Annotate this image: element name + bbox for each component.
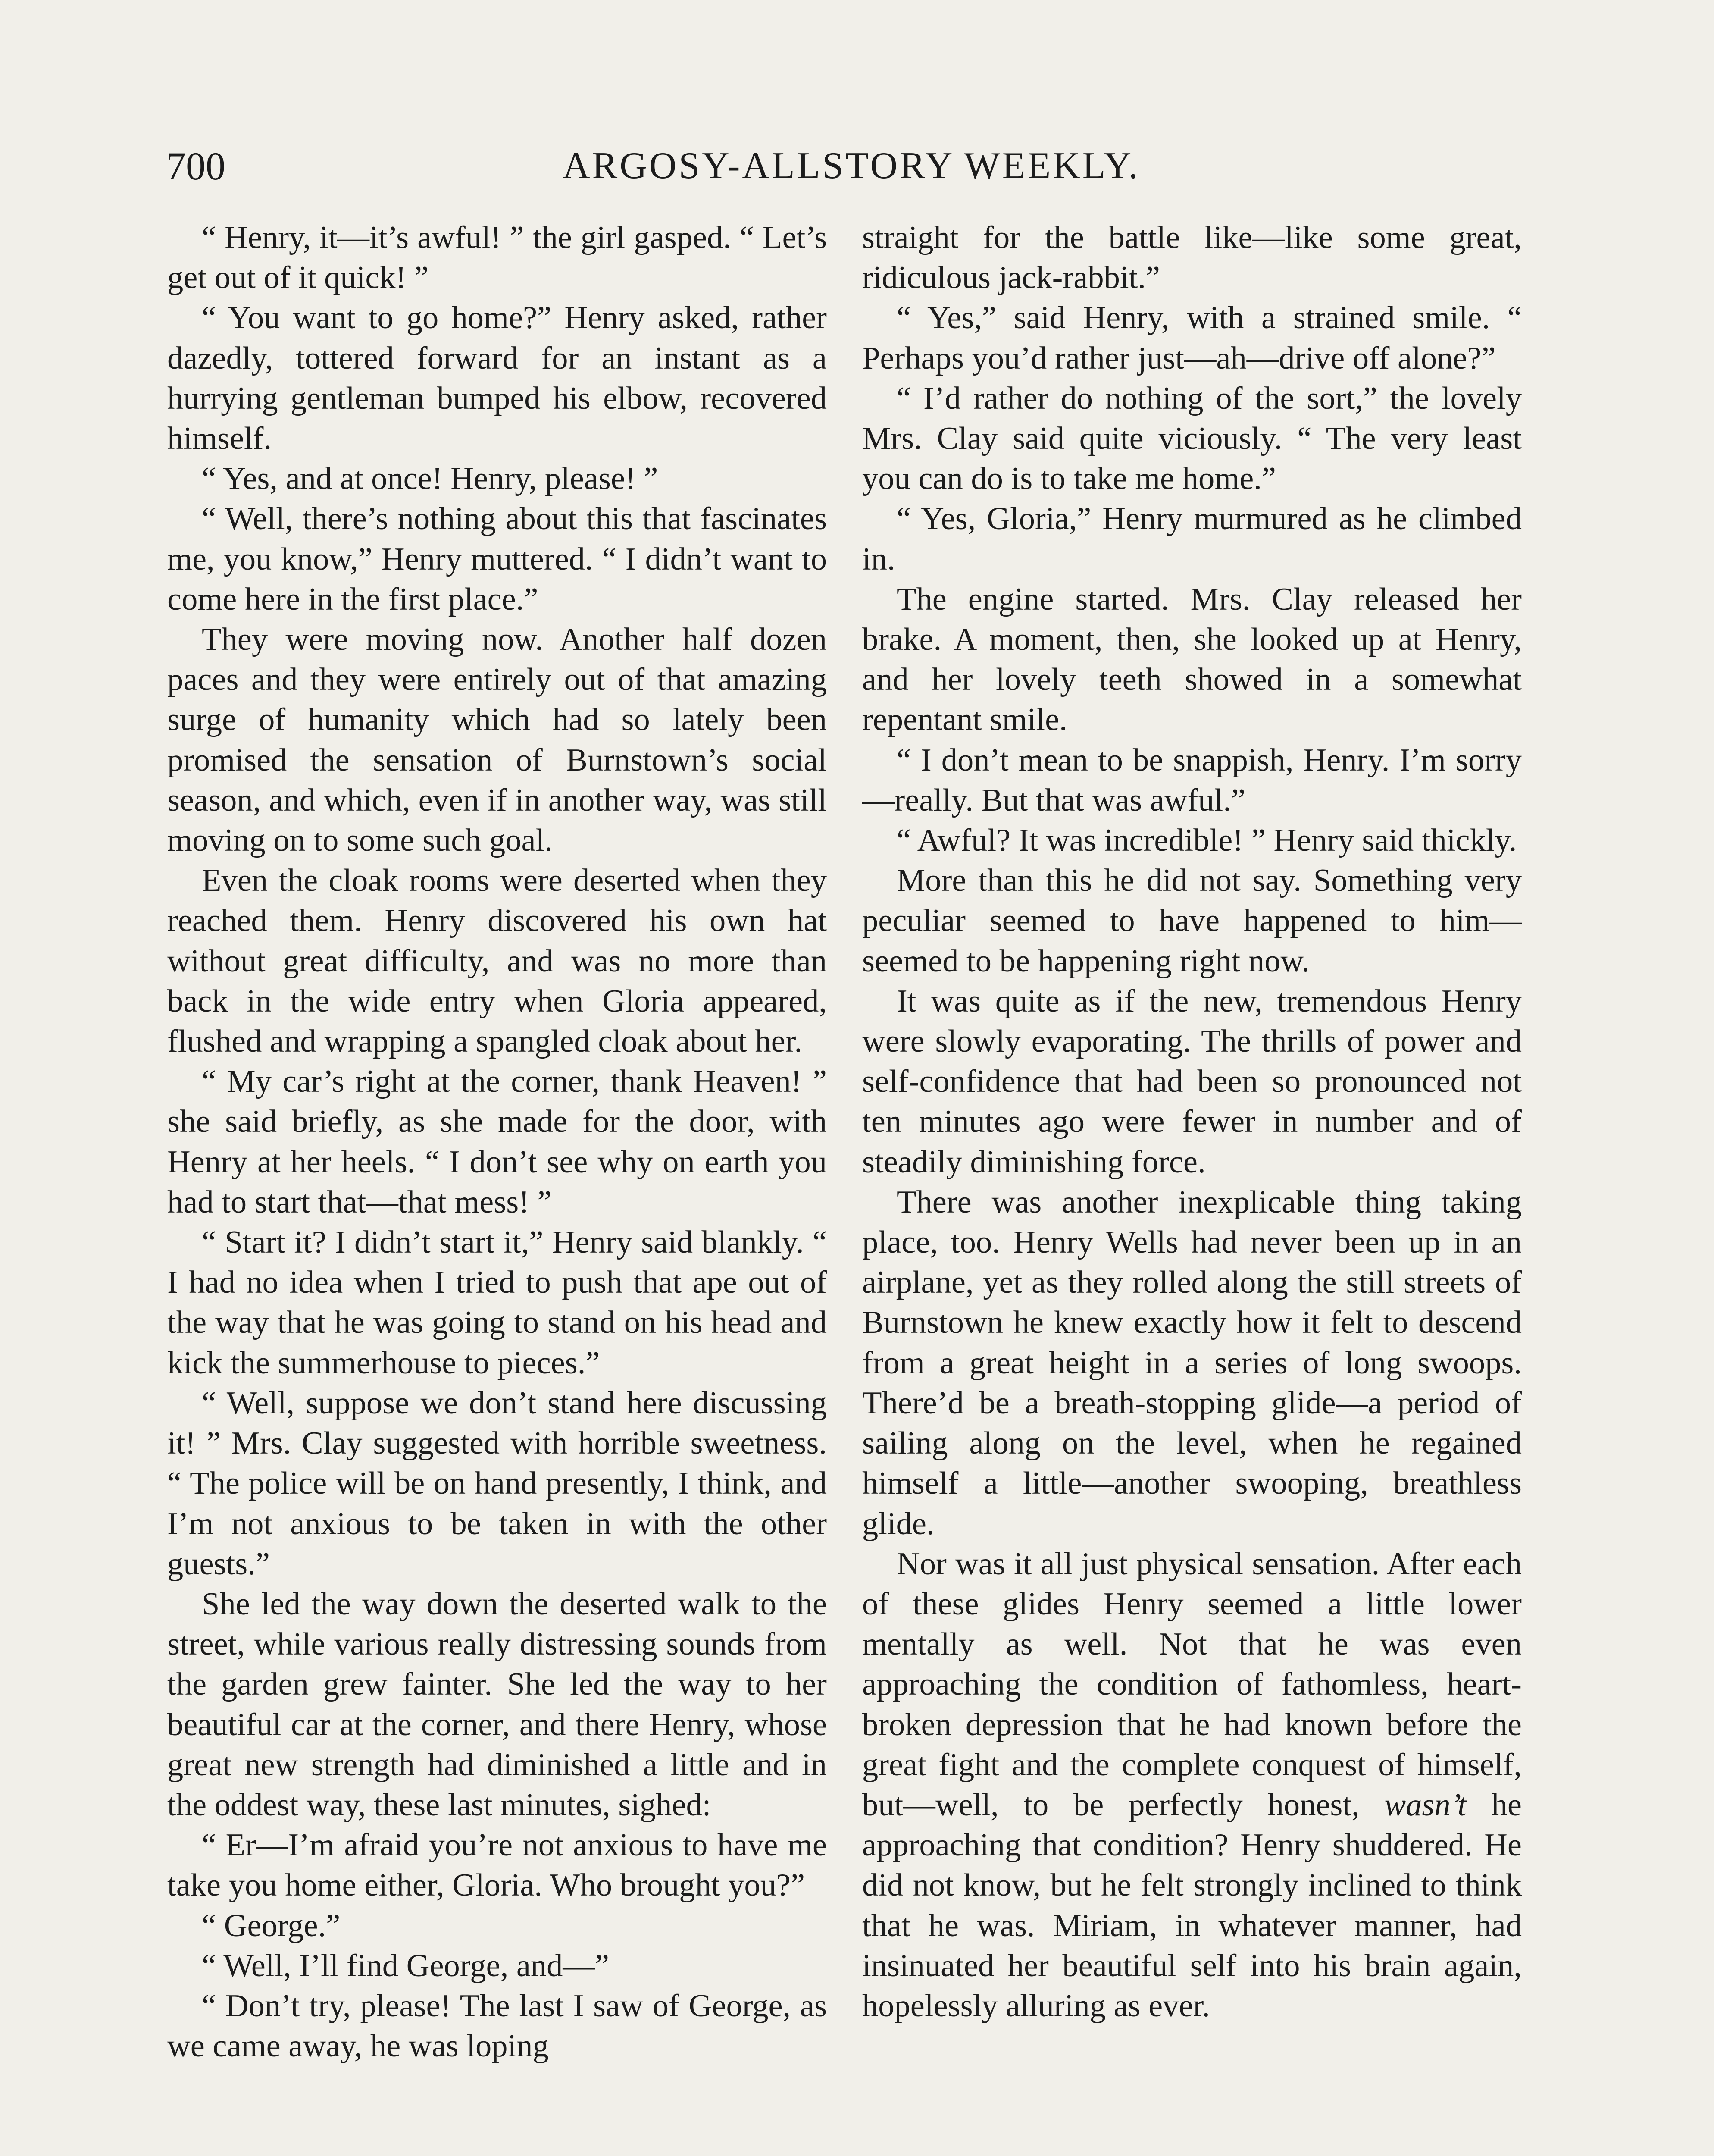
continued-paragraph: straight for the battle like—like some great, ridiculous jack-rabbit.” [862, 220, 1522, 296]
paragraph: “ Yes,” said Henry, with a strained smile. “ Perhaps you’d rather just—ah—drive off alone?” [862, 300, 1522, 376]
page-header [166, 142, 1563, 190]
paragraph: They were moving now. Another half dozen paces and they were entirely out of that amazing surge of humanity which had so lately been promised the sensation of Burnstown’s social season, and which, even if in another way, was still moving on to some such goal. [167, 622, 827, 859]
paragraph: “ Awful? It was incredible! ” Henry said thickly. [897, 823, 1517, 859]
paragraph: “ I don’t mean to be snappish, Henry. I’m sorry—really. But that was awful.” [862, 742, 1522, 818]
paragraph: “ Well, there’s nothing about this that fascinates me, you know,” Henry muttered. “ I didn’t want to come here in the first place.” [167, 501, 827, 617]
paragraph: “ I’d rather do nothing of the sort,” the lovely Mrs. Clay said quite viciously. “ The very least you can do is to take me home.” [862, 380, 1522, 497]
paragraph: Even the cloak rooms were deserted when they reached them. Henry discovered his own hat without great difficulty, and was no more than back in the wide entry when Gloria appeared, flushed and wrapping a spangled cloak about her. [167, 863, 827, 1059]
text-span: Nor was it all just physical sensation. After each of these glides Henry seemed a little lower mentally as well. Not that he was even approaching the condition of fathomless, heart-broken depression that he had known before the great fight and the complete conquest of himself, but—well, to be perfectly honest, [862, 1546, 1522, 1823]
paragraph: “ Henry, it—it’s awful! ” the girl gasped. “ Let’s get out of it quick! ” [167, 220, 827, 296]
paragraph: She led the way down the deserted walk to the street, while various really distressing sounds from the garden grew fainter. She led the way to her beautiful car at the corner, and there Henry, whose great new strength had diminished a little and in the oddest way, these last minutes, sighed: [167, 1586, 827, 1823]
paragraph: The engine started. Mrs. Clay released her brake. A moment, then, she looked up at Henry, and her lovely teeth showed in a somewhat repentant smile. [862, 581, 1522, 738]
paragraph: “ Yes, and at once! Henry, please! ” [202, 461, 658, 497]
italic-text: wasn’t [1384, 1787, 1467, 1823]
running-title: ARGOSY-ALLSTORY WEEKLY. [563, 145, 1140, 187]
paragraph: More than this he did not say. Something very peculiar seemed to have happened to him—seemed to be happening right now. [862, 863, 1522, 979]
text-span: he approaching that condition? Henry shuddered. He did not know, but he felt strongly inclined to think that he was. Miriam, in whatever manner, had insinuated her beautiful self into his brain again, hopelessly alluring as ever. [862, 1787, 1522, 2024]
paragraph [862, 1544, 1522, 2026]
paragraph: “ Er—I’m afraid you’re not anxious to have me take you home either, Gloria. Who brought you?” [167, 1827, 827, 1903]
page-number: 700 [166, 144, 225, 188]
paragraph: “ Well, suppose we don’t stand here discussing it! ” Mrs. Clay suggested with horrible sweetness. “ The police will be on hand presently, I think, and I’m not anxious to be taken in with the other guests.” [167, 1385, 827, 1582]
paragraph: “ My car’s right at the corner, thank Heaven! ” she said briefly, as she made for the door, with Henry at her heels. “ I don’t see why on earth you had to start that—that mess! ” [167, 1064, 827, 1220]
paragraph: It was quite as if the new, tremendous Henry were slowly evaporating. The thrills of power and self-confidence that had been so pronounced not ten minutes ago were fewer in number and of steadily diminishing force. [862, 983, 1522, 1180]
paragraph: “ Don’t try, please! The last I saw of George, as we came away, he was loping [167, 1988, 827, 2064]
paragraph: “ Well, I’ll find George, and—” [202, 1948, 609, 1984]
paragraph: “ You want to go home?” Henry asked, rather dazedly, tottered forward for an instant as a hurrying gentleman bumped his elbow, recovered himself. [167, 300, 827, 457]
paragraph: “ George.” [202, 1908, 341, 1943]
right-column [862, 218, 1522, 2026]
paragraph: There was another inexplicable thing taking place, too. Henry Wells had never been up in an airplane, yet as they rolled along the still streets of Burnstown he knew exactly how it felt to descend from a great height in a series of long swoops. There’d be a breath-stopping glide—a period of sailing along on the level, when he regained himself a little—another swooping, breathless glide. [862, 1184, 1522, 1542]
left-column [167, 218, 827, 2066]
paragraph: “ Start it? I didn’t start it,” Henry said blankly. “ I had no idea when I tried to push that ape out of the way that he was going to stand on his head and kick the summerhouse to pieces.” [167, 1225, 827, 1381]
paragraph: “ Yes, Gloria,” Henry murmured as he climbed in. [862, 501, 1522, 577]
